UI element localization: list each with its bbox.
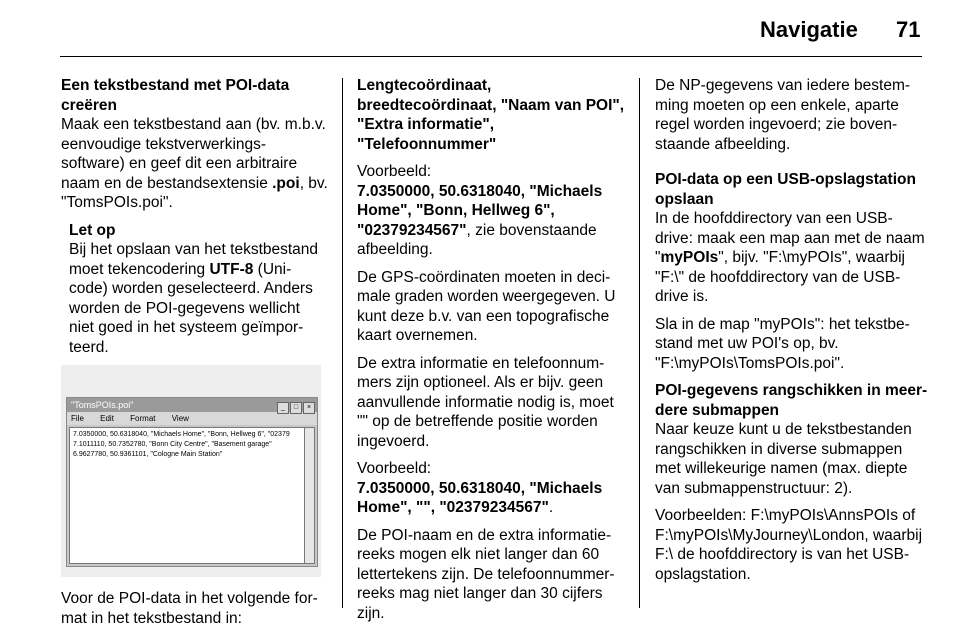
- paragraph-gps: De GPS-coördinaten moeten in deci-male graden worden weergegeven. U kunt deze b.v. van een topografische kaart overnemen.: [357, 268, 616, 344]
- column-divider-1: [342, 78, 343, 608]
- column-divider-2: [639, 78, 640, 608]
- maximize-icon: □: [290, 402, 302, 414]
- window-text-area: [69, 427, 305, 564]
- menu-format: Format: [130, 414, 156, 423]
- paragraph-examples: Voorbeelden: F:\myPOIs\AnnsPOIs of F:\myPOIs\MyJourney\London, waarbij F:\ de hoofddirectory is van het USB-opslagstation.: [655, 507, 923, 583]
- window-title: "TomsPOIs.poi": [71, 400, 134, 410]
- column-2: [357, 76, 625, 631]
- text-line: 6.9627780, 50.9361101, "Cologne Main Station": [73, 451, 223, 458]
- note-block: [69, 221, 329, 358]
- text-line: 7.0350000, 50.6318040, "Michaels Home", "Bonn, Hellweg 6", "02379: [73, 431, 290, 438]
- notepad-window: [66, 397, 318, 567]
- paragraph-optional: De extra informatie en telefoonnum-mers zijn optioneel. Als er bijv. geen aanvullende informatie nodig is, moet "" op de betreffende positie worden ingevoerd.: [357, 354, 614, 450]
- paragraph-save: Sla in de map "myPOIs": het tekstbe-stand met uw POI's op, bv. "F:\myPOIs\TomsPOIs.poi".: [655, 315, 910, 372]
- menu-edit: Edit: [100, 414, 114, 423]
- page-number: 71: [896, 17, 921, 42]
- paragraph-sort: Naar keuze kunt u de tekstbestanden rangschikken in diverse submappen met willekeurige namen (max. diepte van submappenstructuur: 2).: [655, 421, 912, 497]
- paragraph-length: De POI-naam en de extra informatie-reeks mogen elk niet langer dan 60 lettertekens zijn. De telefoonnummer-reeks mag niet langer dan 30 cijfers zijn.: [357, 526, 615, 622]
- column-3: [655, 76, 930, 592]
- note-text: Bij het opslaan van het tekstbestand moet tekencodering UTF-8 (Uni-code) worden geselecteerd. Anders worden de POI-gegevens wellicht niet goed in het systeem geïmpor-teerd.: [69, 241, 319, 356]
- page-header: [0, 0, 960, 54]
- section-title: Navigatie: [760, 17, 858, 42]
- figure-caption: Voor de POI-data in het volgende for-mat in het tekstbestand in:: [61, 590, 318, 627]
- paragraph-np: De NP-gegevens van iedere bestem-ming moeten op een enkele, aparte regel worden ingevoerd; zie boven-staande afbeelding.: [655, 77, 911, 153]
- paragraph-intro: Maak een tekstbestand aan (bv. m.b.v. eenvoudige tekstverwerkings-software) en geef dit een arbitraire naam en de bestandsextensie .poi, bv. "TomsPOIs.poi".: [61, 116, 328, 211]
- column-1: [61, 76, 329, 636]
- menu-file: File: [71, 414, 84, 423]
- example-2: Voorbeeld: 7.0350000, 50.6318040, "Michaels Home", "", "02379234567".: [357, 460, 603, 516]
- example-1: Voorbeeld: 7.0350000, 50.6318040, "Michaels Home", "Bonn, Hellweg 6", "02379234567", zie bovenstaande afbeelding.: [357, 163, 603, 258]
- header-divider: [60, 56, 922, 57]
- heading-usb: POI-data op een USB-opslagstation opslaan: [655, 171, 916, 208]
- minimize-icon: _: [277, 402, 289, 414]
- window-scrollbar: [304, 427, 315, 564]
- heading-format: Lengtecoördinaat, breedtecoördinaat, "Naam van POI", "Extra informatie", "Telefoonnummer": [357, 77, 625, 153]
- heading-sort: POI-gegevens rangschikken in meer-dere submappen: [655, 382, 928, 419]
- text-line: 7.1011110, 50.7352780, "Bonn City Centre", "Basement garage": [73, 441, 272, 448]
- close-icon: ×: [303, 402, 315, 414]
- window-titlebar: [67, 398, 317, 412]
- paragraph-usb: In de hoofddirectory van een USB-drive: maak een map aan met de naam "myPOIs", bijv. "F:\myPOIs", waarbij "F:\" de hoofddirectory van de USB-drive is.: [655, 210, 925, 305]
- note-label: Let op: [69, 221, 116, 239]
- heading-create-textfile: Een tekstbestand met POI-data creëren: [61, 77, 290, 114]
- menu-view: View: [171, 414, 189, 423]
- notepad-screenshot-figure: [61, 365, 321, 577]
